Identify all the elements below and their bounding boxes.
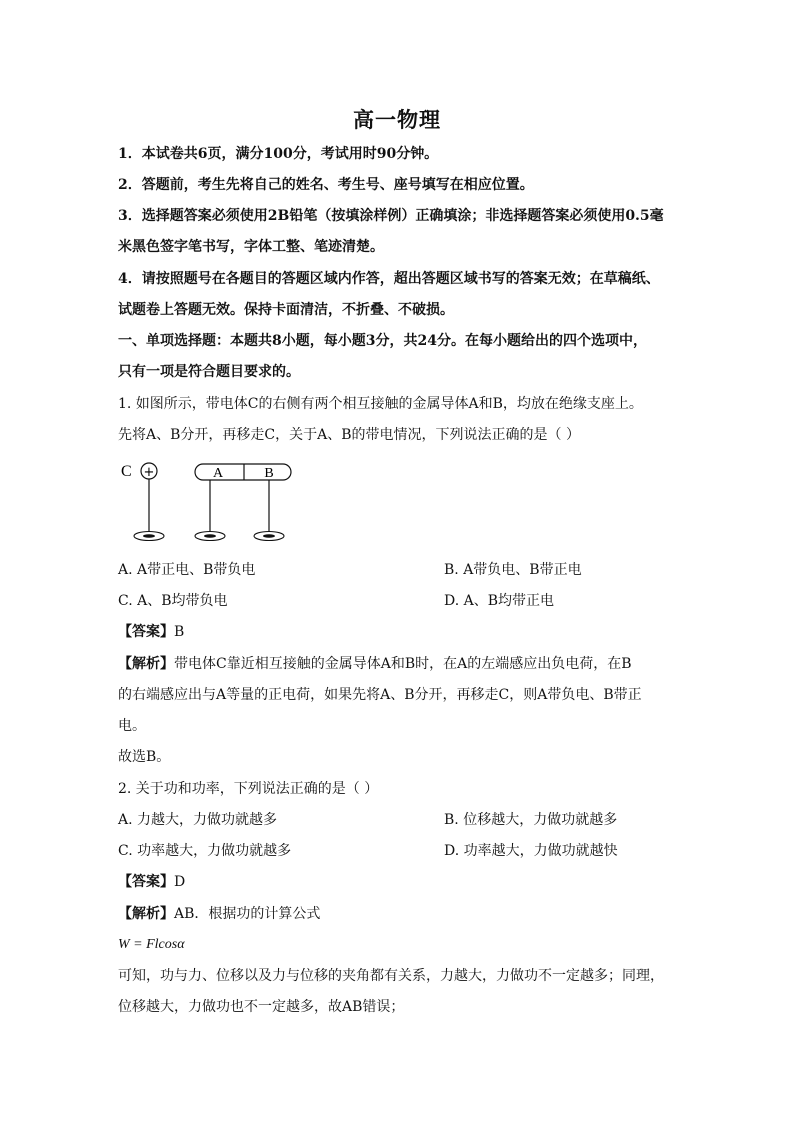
q2-analysis-line-2: 可知，功与力、位移以及力与位移的夹角都有关系，力越大，力做功不一定越多；同理，: [118, 968, 664, 984]
q2-option-b: B. 位移越大，力做功就越多: [444, 812, 618, 828]
q2-stem: 2. 关于功和功率，下列说法正确的是（ ）: [118, 781, 379, 797]
note-4-line-2: 试题卷上答题无效。保持卡面清洁，不折叠、不破损。: [118, 302, 454, 318]
q1-option-b: B. A带负电、B带正电: [444, 562, 582, 578]
q1-option-a: A. A带正电、B带负电: [118, 562, 256, 578]
answer-value: D: [174, 874, 186, 890]
q2-analysis-line-1: 【解析】AB．根据功的计算公式: [118, 906, 321, 922]
q2-option-c: C. 功率越大，力做功就越多: [118, 843, 292, 859]
q2-option-a: A. 力越大，力做功就越多: [118, 812, 278, 828]
conductor-ab: [195, 464, 291, 480]
answer-value: B: [174, 624, 185, 640]
q1-answer: [118, 623, 678, 641]
note-2: 2．答题前，考生先将自己的姓名、考生号、座号填写在相应位置。: [118, 177, 534, 193]
q1-analysis-line-2: 的右端感应出与A等量的正电荷，如果先将A、B分开，再移走C，则A带负电、B带正: [118, 687, 642, 703]
analysis-tag: 【解析】: [118, 906, 174, 922]
work-formula: W = Flcosα: [118, 937, 185, 952]
q1-option-c: C. A、B均带负电: [118, 593, 228, 609]
note-1: 1．本试卷共6页，满分100分，考试用时90分钟。: [118, 146, 439, 162]
answer-tag: 【答案】: [118, 624, 174, 640]
note-3-line-1: 3．选择题答案必须使用2B铅笔（按填涂样例）正确填涂；非选择题答案必须使用0.5毫: [118, 208, 664, 224]
q1-analysis-line-3: 电。: [118, 718, 146, 734]
q1-stem-line-1: 1. 如图所示，带电体C的右侧有两个相互接触的金属导体A和B，均放在绝缘支座上。: [118, 396, 643, 412]
q1-analysis-line-1: 【解析】带电体C靠近相互接触的金属导体A和B时，在A的左端感应出负电荷，在B: [118, 656, 632, 672]
label-b: B: [264, 466, 274, 481]
q1-figure: [118, 456, 308, 548]
q2-analysis-line-3: 位移越大，力做功也不一定越多，故AB错误；: [118, 999, 405, 1015]
page-title: 高一物理: [353, 107, 441, 132]
q1-conclusion: 故选B。: [118, 749, 171, 765]
label-a: A: [212, 466, 224, 481]
note-3-line-2: 米黑色签字笔书写，字体工整、笔迹清楚。: [118, 239, 384, 255]
label-c: C: [121, 463, 132, 480]
plus-sign: +: [143, 465, 155, 480]
note-4-line-1: 4．请按照题号在各题目的答题区域内作答，超出答题区域书写的答案无效；在草稿纸、: [118, 271, 660, 287]
q2-option-d: D. 功率越大，力做功就越快: [444, 843, 618, 859]
q1-stem-line-2: 先将A、B分开，再移走C，关于A、B的带电情况，下列说法正确的是（ ）: [118, 427, 580, 443]
q2-answer: [118, 873, 678, 891]
answer-tag: 【答案】: [118, 874, 174, 890]
analysis-tag: 【解析】: [118, 656, 174, 672]
section-heading-line-2: 只有一项是符合题目要求的。: [118, 364, 300, 380]
section-heading-line-1: 一、单项选择题：本题共8小题，每小题3分，共24分。在每小题给出的四个选项中，: [118, 333, 647, 349]
q1-option-d: D. A、B均带正电: [444, 593, 555, 609]
